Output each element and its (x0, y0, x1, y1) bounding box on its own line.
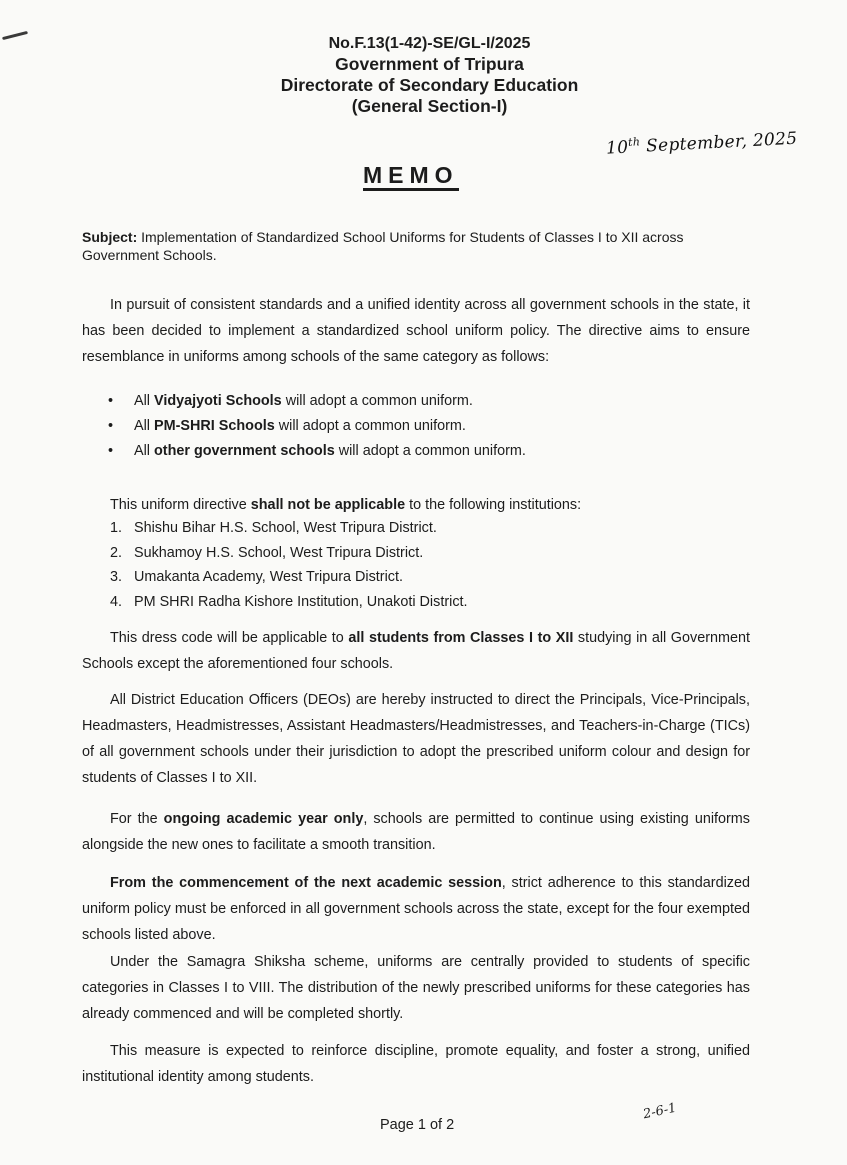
memo-title: MEMO (363, 162, 459, 191)
exemption-intro: This uniform directive shall not be applicable to the following institutions: (110, 497, 582, 513)
samagra-text: Under the Samagra Shiksha scheme, uniforms are centrally provided to students of specific categories in Classes I to VIII. The distribution of the newly prescribed uniforms for these categories has already commenced and will be completed shortly. (82, 954, 750, 1022)
deo-instruction-paragraph (82, 687, 750, 791)
page-number: Page 1 of 2 (380, 1117, 455, 1133)
date-suffix: th (627, 135, 641, 149)
date-rest: September, 2025 (639, 128, 798, 157)
applicability-paragraph: This dress code will be applicable to all students from Classes I to XII studying in all Government Schools except the aforementioned four schools. (82, 630, 750, 672)
list-item: 2. Sukhamoy H.S. School, West Tripura District. (110, 544, 424, 561)
list-item: 3. Umakanta Academy, West Tripura District. (110, 569, 403, 585)
handwritten-initials: 2-6-1 (641, 1100, 678, 1123)
list-item: 4. PM SHRI Radha Kishore Institution, Unakoti District. (110, 593, 468, 610)
closing-text: This measure is expected to reinforce discipline, promote equality, and foster a strong, unified institutional identity among students. (82, 1043, 750, 1085)
list-item: • All PM-SHRI Schools will adopt a common uniform. (108, 414, 526, 439)
closing-paragraph (82, 1038, 750, 1090)
section-name: (General Section-I) (351, 96, 508, 116)
subject-line (82, 228, 752, 264)
ongoing-year-paragraph: For the ongoing academic year only, schools are permitted to continue using existing uniforms alongside the new ones to facilitate a smooth transition. (82, 811, 750, 853)
list-item: • All other government schools will adopt a common uniform. (108, 439, 526, 464)
list-item: 1. Shishu Bihar H.S. School, West Tripura District. (110, 520, 437, 536)
letterhead (0, 34, 847, 117)
list-item: • All Vidyajyoti Schools will adopt a common uniform. (108, 389, 526, 414)
subject-label: Subject: (82, 229, 138, 245)
uniform-categories-list (108, 389, 526, 464)
intro-paragraph (82, 292, 750, 370)
handwritten-date (606, 127, 798, 159)
next-session-paragraph: From the commencement of the next academic session, strict adherence to this standardized uniform policy must be enforced in all government schools across the state, except for the four exempted schools listed above. (82, 875, 750, 943)
subject-text: Implementation of Standardized School Uniforms for Students of Classes I to XII across Government Schools. (82, 229, 684, 263)
org-name: Government of Tripura (335, 54, 524, 74)
reference-number: No.F.13(1-42)-SE/GL-I/2025 (328, 35, 531, 52)
date-day: 10 (605, 137, 629, 159)
exempted-institutions-list (110, 516, 468, 614)
samagra-shiksha-paragraph (82, 949, 750, 1027)
intro-text: In pursuit of consistent standards and a unified identity across all government schools in the state, it has been decided to implement a standardized school uniform policy. The directive aims to ensure resemblance in uniforms among schools of the same category as follows: (82, 297, 750, 365)
deo-text: All District Education Officers (DEOs) are hereby instructed to direct the Principals, Vice-Principals, Headmasters, Headmistresses, Assistant Headmasters/Headmistresses, and Teachers-in-Charge (TICs) of all government schools under their jurisdiction to adopt the prescribed uniform colour and design for students of Classes I to XII. (82, 692, 750, 786)
directorate-name: Directorate of Secondary Education (280, 75, 579, 95)
